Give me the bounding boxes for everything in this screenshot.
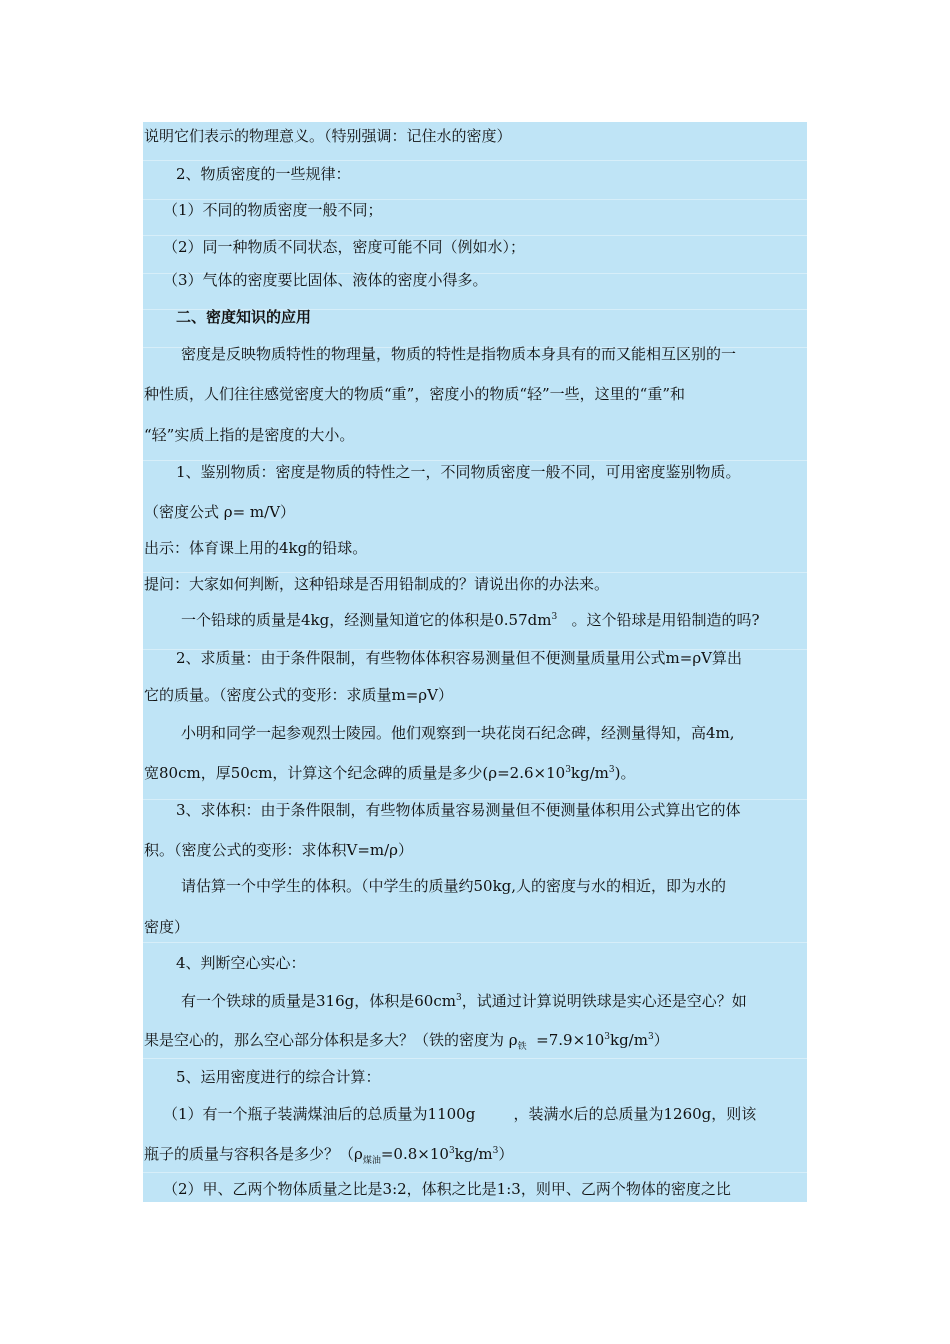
- text-line: 瓶子的质量与容积各是多少？$(\rho_{煤油}=0.8\times 10^3kg/m^3)$: [144, 1145, 514, 1166]
- text-line: 5、运用密度进行的综合计算：: [176, 1068, 381, 1086]
- text-line: （密度公式 ρ= m/V）: [144, 503, 296, 521]
- document-body: [143, 122, 807, 1202]
- text-line: 果是空心的，那么空心部分体积是多大？（铁的密度为 $\rho_铁 =7.9\times 10^3kg/m^3$）: [144, 1031, 669, 1052]
- text-line: 小明和同学一起参观烈士陵园。他们观察到一块花岗石纪念碑，经测量得知，高4m,: [181, 724, 735, 742]
- text-line: “轻”实质上指的是密度的大小。: [144, 426, 355, 444]
- row-divider: [143, 1172, 807, 1173]
- text-line: （2）甲、乙两个物体质量之比是3:2，体积之比是1:3，则甲、乙两个物体的密度之比: [163, 1180, 731, 1198]
- row-divider: [143, 460, 807, 461]
- text-line: 2、求质量：由于条件限制，有些物体体积容易测量但不便测量质量用公式m=ρV算出: [176, 649, 742, 667]
- text-line: （1）不同的物质密度一般不同；: [163, 201, 383, 219]
- text-line: 说明它们表示的物理意义。（特别强调：记住水的密度）: [144, 127, 512, 145]
- text-line: 4、判断空心实心：: [176, 954, 306, 972]
- text-line: （1）有一个瓶子装满煤油后的总质量为1100g ，装满水后的总质量为1260g，则该: [163, 1105, 757, 1123]
- text-line: 有一个铁球的质量是316g，体积是$60cm^3$，试通过计算说明铁球是实心还是空心？如: [181, 992, 747, 1010]
- text-line: 出示：体育课上用的4kg的铅球。: [144, 539, 368, 557]
- text-line: 请估算一个中学生的体积。（中学生的质量约50kg,人的密度与水的相近，即为水的: [181, 877, 727, 895]
- row-divider: [143, 235, 807, 236]
- text-line: 宽80cm，厚50cm，计算这个纪念碑的质量是多少$(\rho=2.6\times 10^3kg/m^3)$。: [144, 764, 636, 782]
- text-line: 3、求体积：由于条件限制，有些物体质量容易测量但不便测量体积用公式算出它的体: [176, 801, 741, 819]
- text-line: （3）气体的密度要比固体、液体的密度小得多。: [163, 271, 488, 289]
- text-line: 一个铅球的质量是4kg，经测量知道它的体积是$0.57dm^3$ 。这个铅球是用铅制造的吗?: [181, 611, 760, 629]
- row-divider: [143, 160, 807, 161]
- section-heading: 二、密度知识的应用: [176, 308, 312, 326]
- row-divider: [143, 1058, 807, 1059]
- text-line: （2）同一种物质不同状态，密度可能不同（例如水）；: [163, 238, 526, 256]
- row-divider: [143, 572, 807, 573]
- text-line: 它的质量。（密度公式的变形：求质量m=ρV）: [144, 686, 453, 704]
- text-line: 2、物质密度的一些规律：: [176, 165, 351, 183]
- text-line: 种性质，人们往往感觉密度大的物质“重”，密度小的物质“轻”一些，这里的“重”和: [144, 385, 686, 403]
- text-line: 密度是反映物质特性的物理量，物质的特性是指物质本身具有的而又能相互区别的一: [181, 345, 737, 363]
- text-line: 密度）: [144, 918, 190, 936]
- text-line: 提问：大家如何判断，这种铅球是否用铅制成的？请说出你的办法来。: [144, 575, 610, 593]
- row-divider: [143, 942, 807, 943]
- text-line: 积。（密度公式的变形：求体积V=m/ρ）: [144, 841, 413, 859]
- text-line: 1、鉴别物质：密度是物质的特性之一，不同物质密度一般不同，可用密度鉴别物质。: [176, 463, 741, 481]
